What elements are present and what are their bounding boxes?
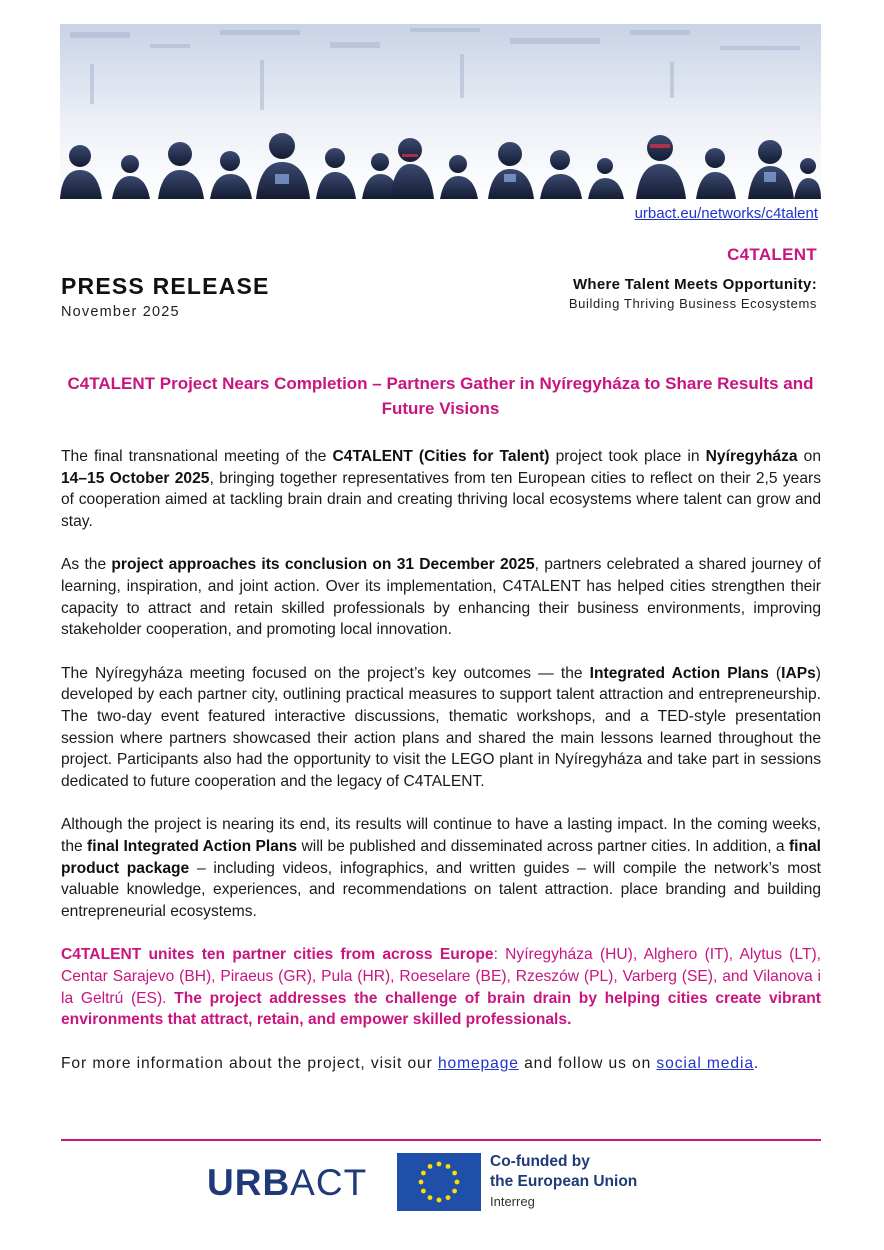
bold-text: final Integrated Action Plans <box>87 838 298 856</box>
text: For more information about the project, visit our <box>61 1054 438 1072</box>
bold-text: IAPs <box>781 664 816 682</box>
paragraph-more-info <box>61 1053 821 1075</box>
paragraph-3 <box>61 663 821 793</box>
text: – including videos, infographics, and written guides – will compile the network’s most valuable knowledge, experiences, and recommendations on talent attraction. place branding and building entrepreneurial ecosystems. <box>61 859 821 921</box>
urbact-logo-text: URB <box>207 1162 291 1203</box>
interreg-label: Interreg <box>490 1194 535 1209</box>
release-date: November 2025 <box>61 304 180 320</box>
eu-line-1: Co-funded by <box>490 1153 590 1170</box>
text: , bringing together representatives from ten European cities to reflect on their 2,5 years of cooperation aimed at tackling brain drain and creating thriving local ecosystems where talent can grow and stay. <box>61 469 821 531</box>
brand-name: C4TALENT <box>727 245 817 264</box>
eu-cofunded-text <box>490 1152 637 1212</box>
text: will be published and disseminated across partner cities. In addition, a <box>297 838 789 856</box>
text: and follow us on <box>518 1054 657 1072</box>
bold-text: final product package <box>61 838 822 877</box>
paragraph-partners <box>61 944 821 1031</box>
paragraph-4 <box>61 814 821 923</box>
tagline <box>569 276 817 311</box>
text: project took place in <box>549 448 706 465</box>
social-media-link[interactable]: social media <box>656 1054 754 1072</box>
paragraph-1 <box>61 446 821 533</box>
footer-logos <box>0 1150 884 1220</box>
press-release-heading <box>61 273 270 320</box>
bold-text: Integrated Action Plans <box>589 664 769 682</box>
text: on <box>797 448 821 465</box>
bold-text: The project addresses the challenge of brain drain by helping cities create vibrant environments that attract, retain, and empower skilled professionals. <box>61 989 821 1029</box>
text: The final transnational meeting of the <box>61 448 333 465</box>
text: , partners celebrated a shared journey of learning, inspiration, and joint action. Over its implementation, C4TALENT has helped cities strengthen their capacity to attract and retain skilled professionals by enhancing their business environments, improving stakeholder cooperation, and promoting local innovation. <box>61 556 821 639</box>
text: : Nyíregyháza (HU), Alghero (IT), Alytus (LT), Centar Sarajevo (BH), Piraeus (GR), Pula (HR), Roeselare (BE), Rzeszów (PL), Varberg (SE), and Vilanova i la Geltrú (ES). <box>61 946 821 1007</box>
text: ) developed by each partner city, outlining practical measures to support talent attraction and entrepreneurship. The two-day event featured interactive discussions, thematic workshops, and a TED-style presentation session where partners showcased their action plans and shared the main lessons learned throughout the project. Participants also had the opportunity to visit the LEGO plant in Nyíregyháza and take part in sessions dedicated to future cooperation and the legacy of C4TALENT. <box>61 664 821 791</box>
network-url-link[interactable]: urbact.eu/networks/c4talent <box>634 205 818 222</box>
footer-divider <box>61 1139 821 1141</box>
bold-text: Nyíregyháza <box>705 448 798 465</box>
urbact-logo-text: ACT <box>290 1162 368 1203</box>
bold-text: C4TALENT unites ten partner cities from across Europe <box>61 946 494 964</box>
tagline-subtitle: Building Thriving Business Ecosystems <box>568 296 817 311</box>
text: The Nyíregyháza meeting focused on the project’s key outcomes — the <box>61 664 590 682</box>
bold-text: 14–15 October 2025 <box>61 469 210 487</box>
eu-line-2: the European Union <box>490 1173 638 1190</box>
bold-text: C4TALENT (Cities for Talent) <box>332 448 550 465</box>
text: Although the project is nearing its end, its results will continue to have a lasting impact. In the coming weeks, the <box>61 816 821 856</box>
paragraph-2 <box>61 554 821 641</box>
headline: C4TALENT Project Nears Completion – Partners Gather in Nyíregyháza to Share Results and Future Visions <box>67 374 814 418</box>
tagline-title: Where Talent Meets Opportunity: <box>572 276 817 293</box>
bold-text: project approaches its conclusion on 31 December 2025 <box>111 556 535 574</box>
text: . <box>753 1054 760 1072</box>
article-body <box>61 446 821 1096</box>
text: As the <box>61 556 112 574</box>
homepage-link[interactable]: homepage <box>437 1054 519 1072</box>
text: ( <box>768 664 782 682</box>
header-banner-image <box>60 24 821 199</box>
urbact-logo <box>207 1162 367 1204</box>
eu-flag-icon <box>397 1153 481 1211</box>
doc-type-title: PRESS RELEASE <box>61 273 270 299</box>
silhouettes-illustration <box>60 24 821 199</box>
